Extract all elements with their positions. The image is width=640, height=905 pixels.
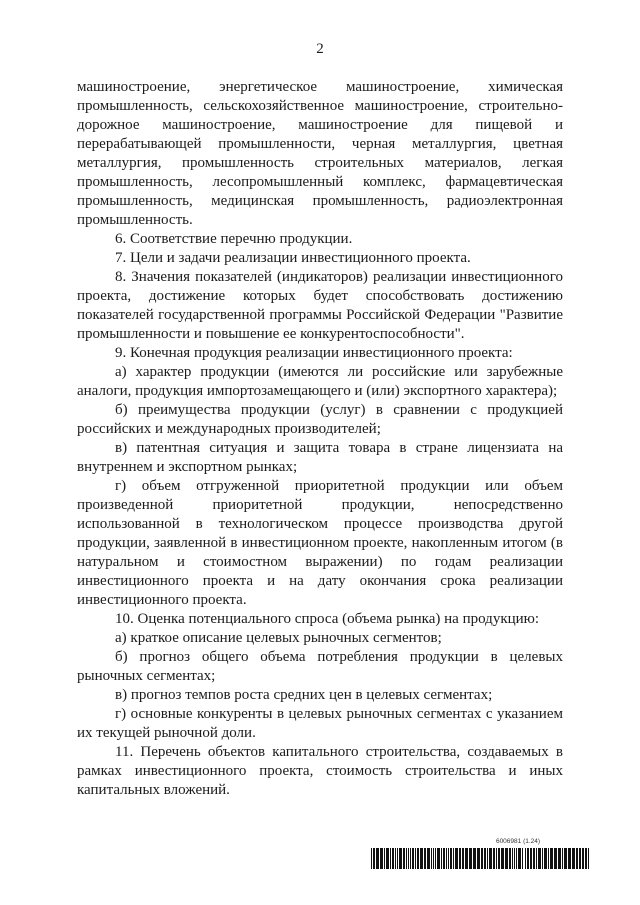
paragraph-item-10b: б) прогноз общего объема потребления продукции в целевых рыночных сегментах; [77, 649, 563, 684]
paragraph-item-9a: а) характер продукции (имеются ли российские или зарубежные аналоги, продукция импортозамещающего и (или) экспортного характера); [77, 364, 563, 399]
paragraph-item-10a: а) краткое описание целевых рыночных сегментов; [115, 630, 442, 646]
paragraph-item-9g: г) объем отгруженной приоритетной продукции или объем произведенной приоритетной продукции, непосредственно использованной в технологическом процессе производства другой продукции, заявленной в инвестиционном проекте, накопленным итогом (в натуральном и стоимостном выражении) по годам реализации инвестиционного проекта и на дату окончания срока реализации инвестиционного проекта. [77, 478, 563, 608]
document-code: 6006981 (1.24) [495, 838, 541, 845]
paragraph-item-9v: в) патентная ситуация и защита товара в стране лицензиата на внутреннем и экспортном рынках; [77, 440, 563, 475]
paragraph-item-9b: б) преимущества продукции (услуг) в сравнении с продукцией российских и международных производителей; [77, 402, 563, 437]
paragraph-item-10: 10. Оценка потенциального спроса (объема рынка) на продукцию: [115, 611, 540, 627]
paragraph-item-10g: г) основные конкуренты в целевых рыночных сегментах с указанием их текущей рыночной доли. [77, 706, 563, 741]
page-number: 2 [316, 41, 324, 57]
barcode [371, 848, 589, 869]
document-body [77, 78, 563, 800]
paragraph-item-10v: в) прогноз темпов роста средних цен в целевых сегментах; [115, 687, 493, 703]
paragraph-item-7: 7. Цели и задачи реализации инвестиционного проекта. [115, 250, 471, 266]
paragraph-item-6: 6. Соответствие перечню продукции. [115, 231, 353, 247]
paragraph-industries: машиностроение, энергетическое машиностроение, химическая промышленность, сельскохозяйственное машиностроение, строительно-дорожное машиностроение, машиностроение для пищевой и перерабатывающей промышленности, черная металлургия, цветная металлургия, промышленность строительных материалов, легкая промышленность, лесопромышленный комплекс, фармацевтическая промышленность, медицинская промышленность, радиоэлектронная промышленность. [77, 79, 563, 228]
paragraph-item-9: 9. Конечная продукция реализации инвестиционного проекта: [115, 345, 513, 361]
paragraph-item-8: 8. Значения показателей (индикаторов) реализации инвестиционного проекта, достижение которых будет способствовать достижению показателей государственной программы Российской Федерации "Развитие промышленности и повышение ее конкурентоспособности". [77, 269, 563, 342]
paragraph-item-11: 11. Перечень объектов капитального строительства, создаваемых в рамках инвестиционного проекта, стоимость строительства и иных капитальных вложений. [77, 744, 563, 798]
